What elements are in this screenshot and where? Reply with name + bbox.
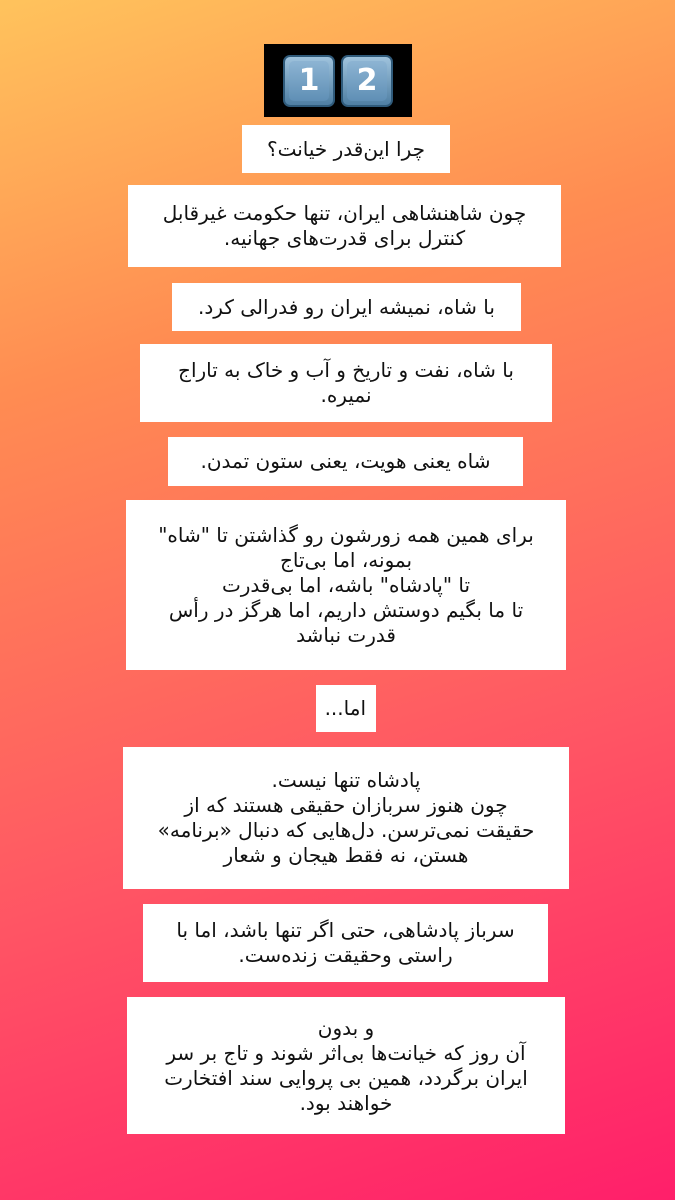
text-block-crown xyxy=(126,500,566,670)
text-block-soldiers xyxy=(123,747,569,889)
text-line: شاه یعنی هویت، یعنی ستون تمدن. xyxy=(200,449,491,473)
text-block-question xyxy=(242,125,450,173)
text-block-but xyxy=(316,685,376,732)
text-line: تا "پادشاه" باشه، اما بی‌قدرت xyxy=(221,572,471,597)
text-line: پادشاه تنها نیست. xyxy=(271,768,421,792)
text-line: هستن، نه فقط هیجان و شعار xyxy=(223,843,469,867)
text-line: و بدون xyxy=(317,1015,375,1040)
keycap-one-icon: 1 xyxy=(283,55,335,107)
text-line: سرباز پادشاهی، حتی اگر تنها باشد، اما با xyxy=(176,918,515,942)
text-line: راستی وحقیقت زنده‌ست. xyxy=(238,943,453,967)
keycap-two-icon: 2 xyxy=(341,55,393,107)
text-line: نمیره. xyxy=(320,383,372,407)
text-line: چون شاهنشاهی ایران، تنها حکومت غیرقابل xyxy=(162,201,527,225)
text-block-identity xyxy=(168,437,523,486)
text-line: قدرت نباشد xyxy=(296,622,396,647)
text-block-closing xyxy=(127,997,565,1134)
text-block-federal xyxy=(172,283,521,331)
text-block-oil xyxy=(140,344,552,422)
text-line: برای همین همه زورشون رو گذاشتن تا "شاه" xyxy=(158,522,534,547)
text-line: تا ما بگیم دوستش داریم، اما هرگز در رأس xyxy=(168,597,524,622)
keycap-number-badge xyxy=(264,44,412,117)
text-line: با شاه، نمیشه ایران رو فدرالی کرد. xyxy=(198,294,495,319)
text-block-reason xyxy=(128,185,561,267)
text-line: چون هنوز سربازان حقیقی هستند که از xyxy=(184,793,508,817)
text-line: بمونه، اما بی‌تاج xyxy=(279,547,413,572)
text-line: چرا این‌قدر خیانت؟ xyxy=(266,136,426,161)
text-block-truth xyxy=(143,904,548,982)
text-line: آن روز که خیانت‌ها بی‌اثر شوند و تاج بر سر xyxy=(166,1040,526,1065)
text-line: با شاه، نفت و تاریخ و آب و خاک به تاراج xyxy=(178,358,514,382)
text-line: حقیقت نمی‌ترسن. دل‌هایی که دنبال «برنامه» xyxy=(157,818,535,842)
text-line: اما... xyxy=(324,696,366,720)
text-line: کنترل برای قدرت‌های جهانیه. xyxy=(223,226,466,250)
text-line: ایران برگردد، همین بی پروایی سند افتخارت xyxy=(164,1065,528,1090)
text-line: خواهند بود. xyxy=(299,1090,393,1115)
